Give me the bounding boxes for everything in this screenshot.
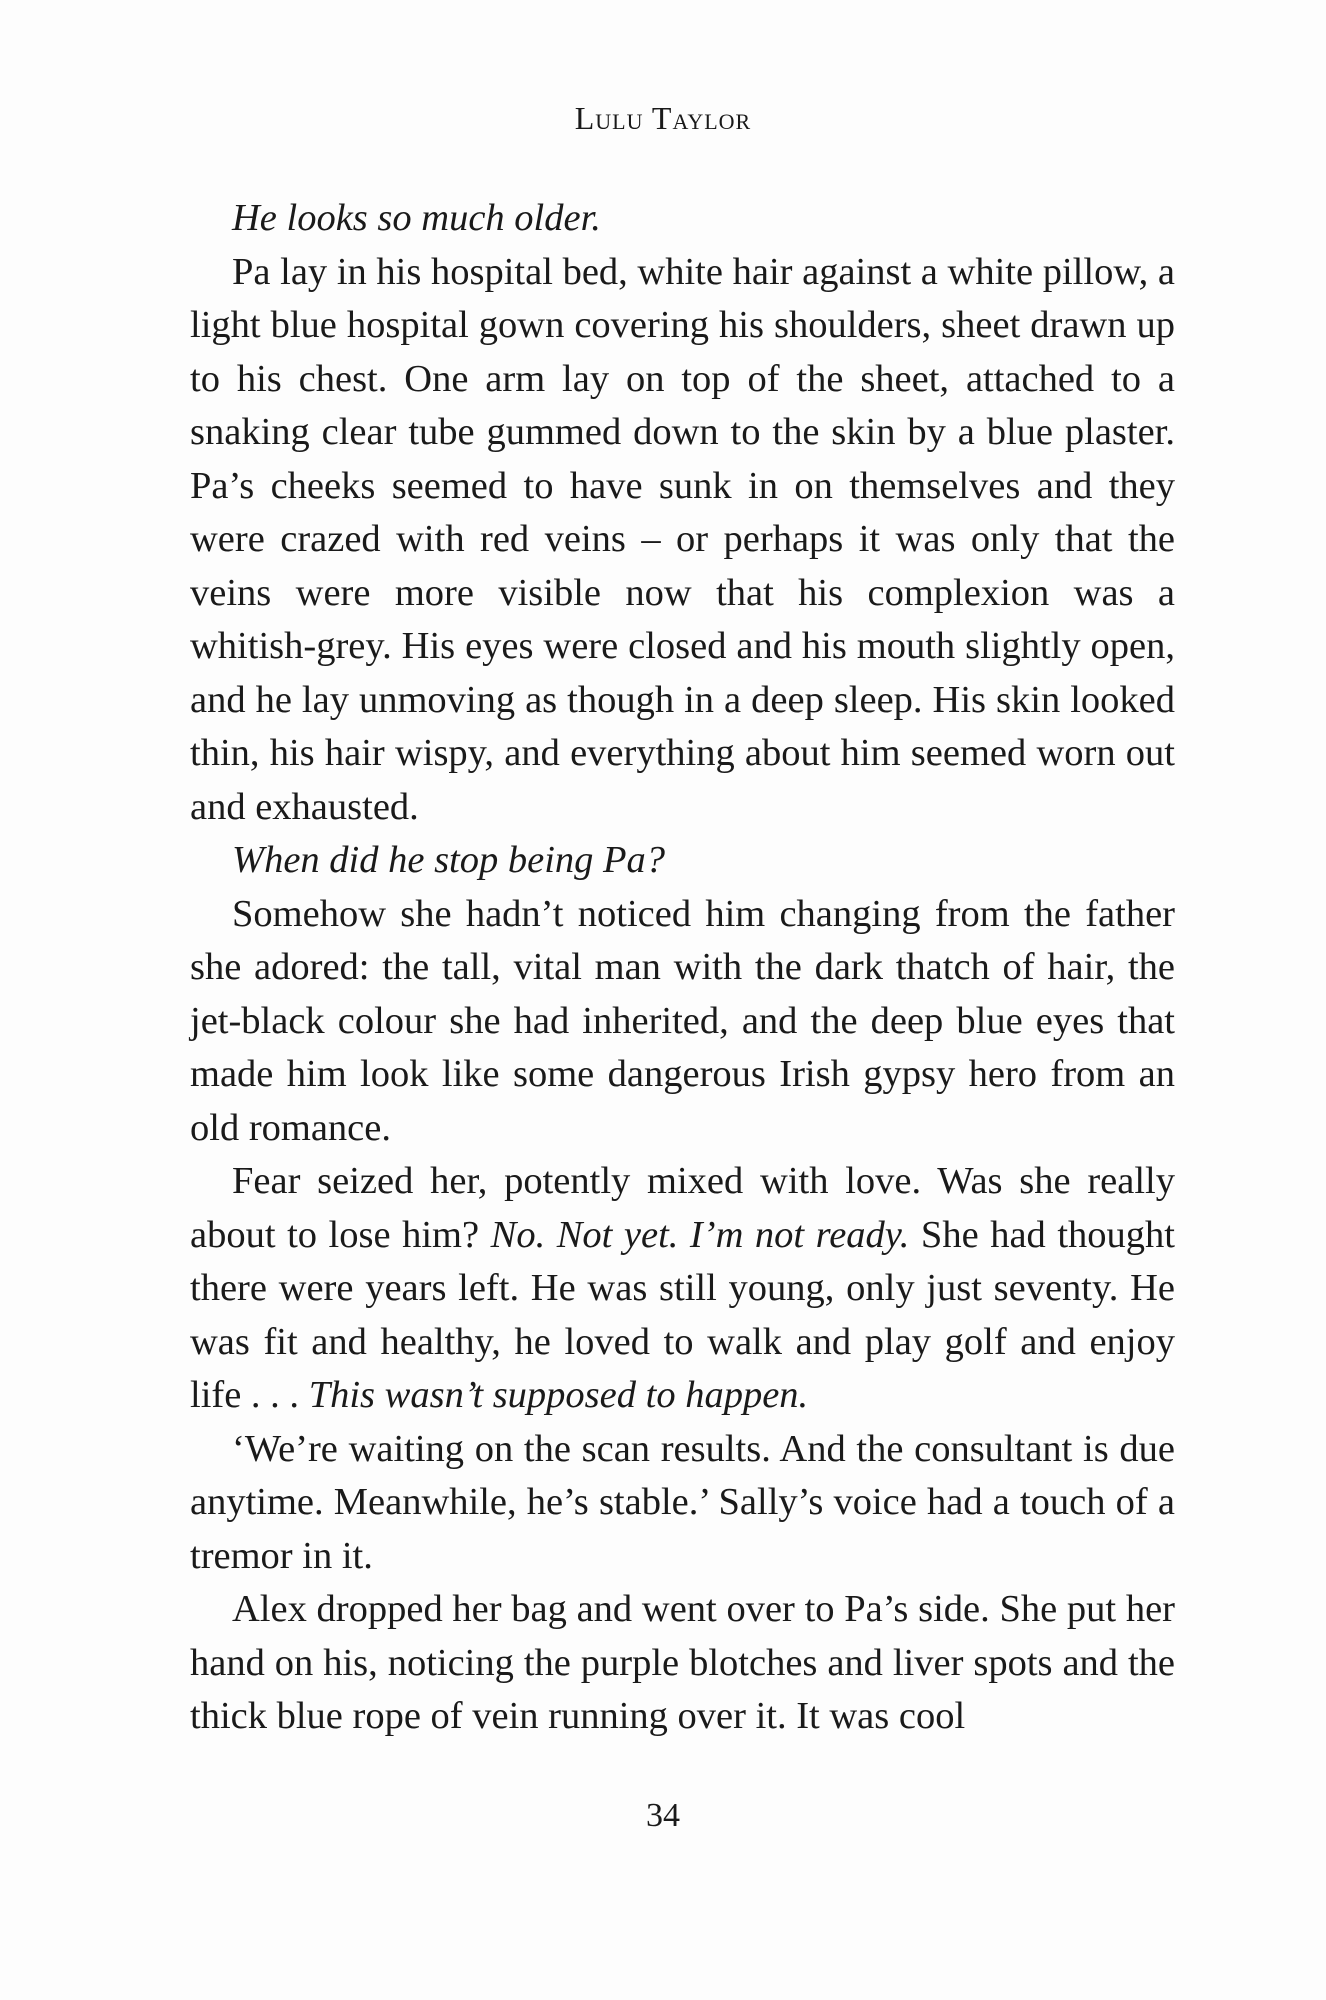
fear-italic-2: This wasn’t supposed to happen.	[308, 1374, 809, 1416]
fear-text-2: She had thought there were years left. He was still young, only just seventy. He was fit and healthy, he loved to walk and play golf and enjoy life . . .	[190, 1213, 1175, 1416]
running-head: Lulu Taylor	[574, 100, 752, 136]
paragraph-hospital-bed: Pa lay in his hospital bed, white hair against a white pillow, a light blue hospital gown covering his shoulders, sheet drawn up to his chest. One arm lay on top of the sheet, attached to a snaking clear tube gummed down to the skin by a blue plaster. Pa’s cheeks seemed to have sunk in on themselves and they were crazed with red veins – or perhaps it was only that the veins were more visible now that his complexion was a whitish-grey. His eyes were closed and his mouth slightly open, and he lay unmoving as though in a deep sleep. His skin looked thin, his hair wispy, and everything about him seemed worn out and exhausted.	[190, 250, 1175, 828]
paragraph-fear	[190, 1155, 1175, 1423]
paragraph-father: Somehow she hadn’t noticed him changing from the father she adored: the tall, vital man with the dark thatch of hair, the jet-black colour she had inherited, and the deep blue eyes that made him look like some dangerous Irish gypsy hero from an old romance.	[190, 892, 1175, 1149]
fear-text-1: Fear seized her, potently mixed with love. Was she really about to lose him?	[190, 1160, 1175, 1256]
paragraph-alex: Alex dropped her bag and went over to Pa’s side. She put her hand on his, noticing the purple blotches and liver spots and the thick blue rope of vein running over it. It was cool	[190, 1588, 1175, 1737]
paragraph-sally: ‘We’re waiting on the scan results. And the consultant is due anytime. Meanwhile, he’s stable.’ Sally’s voice had a touch of a tremor in it.	[190, 1427, 1175, 1577]
paragraph-thought-pa: When did he stop being Pa?	[232, 839, 666, 881]
body-text	[190, 192, 1175, 1744]
fear-italic-1: No. Not yet. I’m not ready.	[490, 1213, 910, 1256]
paragraph-thought-older: He looks so much older.	[232, 197, 601, 239]
page-number: 34	[646, 1797, 680, 1834]
